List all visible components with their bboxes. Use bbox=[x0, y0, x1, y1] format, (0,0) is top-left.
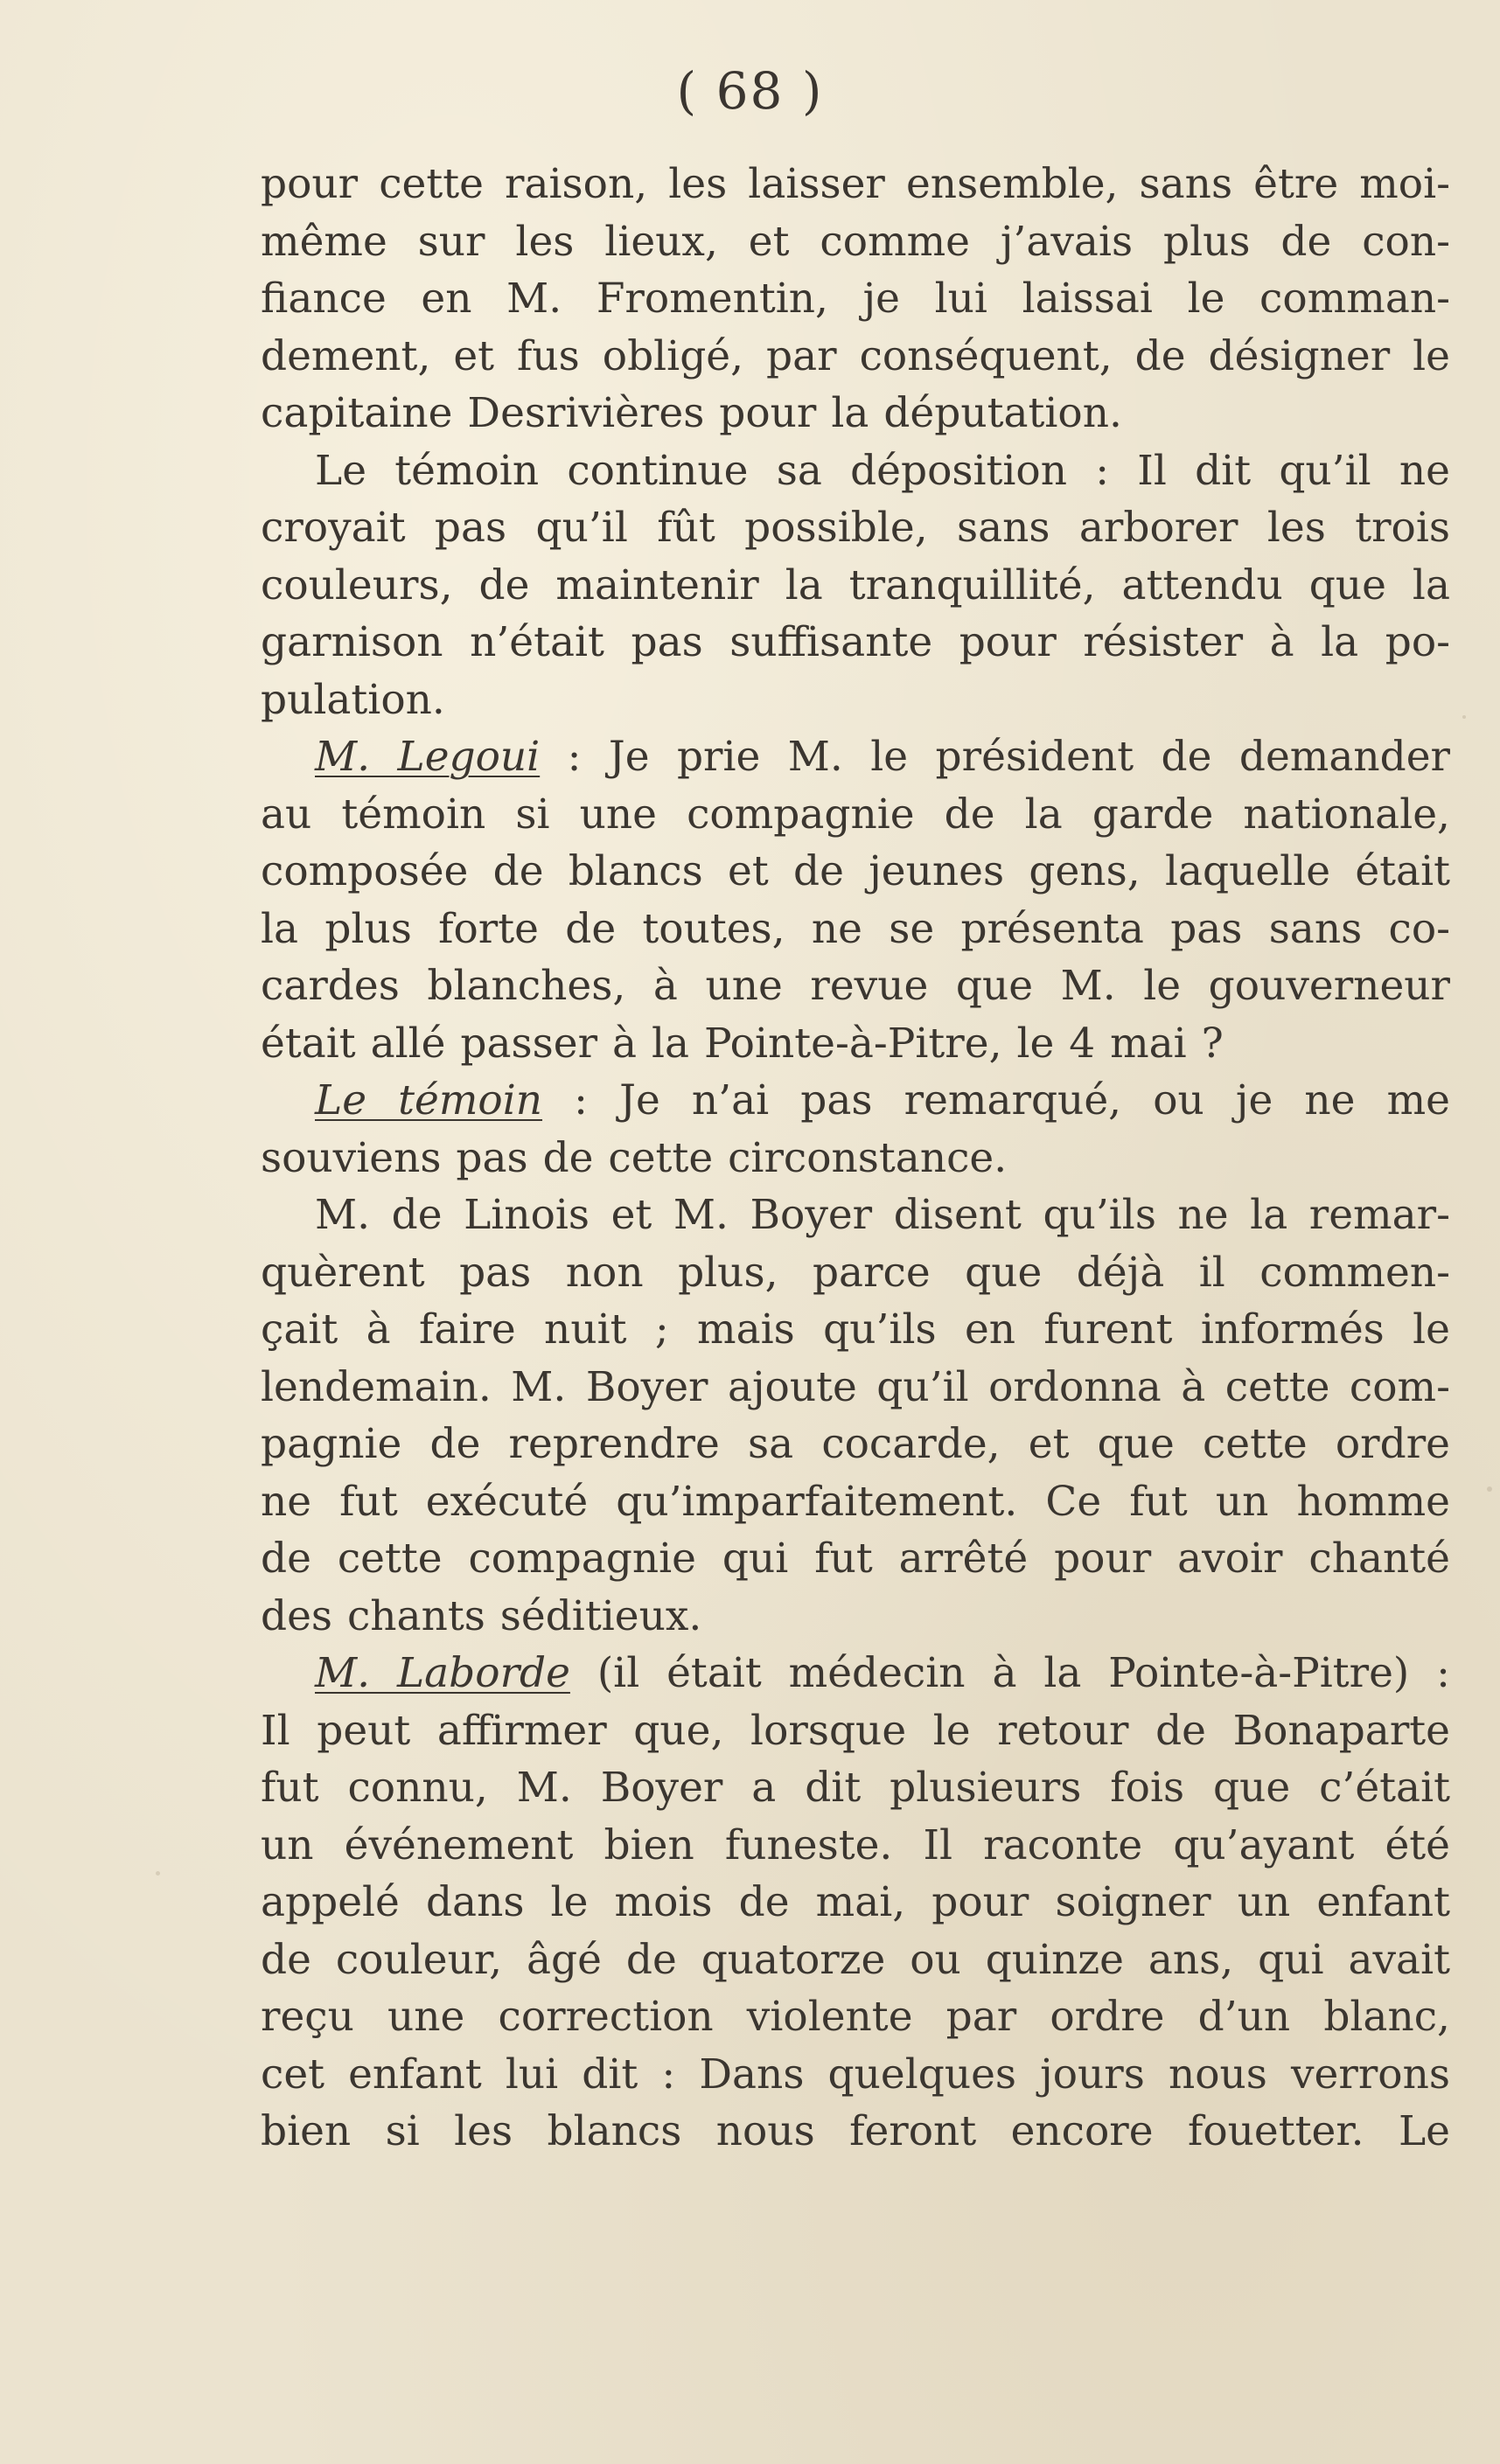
text-line: reçu une correction violente par ordre d’un blanc, bbox=[261, 1993, 1450, 2041]
speaker-name: Le témoin bbox=[315, 1076, 543, 1124]
page-number: ( 68 ) bbox=[676, 61, 824, 121]
text-line: de couleur, âgé de quatorze ou quinze ans, qui avait bbox=[261, 1935, 1450, 1984]
text-line: pour cette raison, les laisser ensemble, sans être moi- bbox=[261, 160, 1450, 208]
text-line: composée de blancs et de jeunes gens, laquelle était bbox=[261, 847, 1450, 895]
text-line: quèrent pas non plus, parce que déjà il commen- bbox=[261, 1248, 1450, 1297]
text-line bbox=[261, 728, 1450, 786]
text-line: pagnie de reprendre sa cocarde, et que cette ordre bbox=[261, 1420, 1450, 1468]
speaker-name: M. Legoui bbox=[315, 733, 541, 781]
text-line: couleurs, de maintenir la tranquillité, attendu que la bbox=[261, 560, 1450, 609]
text-line: dement, et fus obligé, par conséquent, de désigner le bbox=[261, 331, 1450, 380]
text-line: des chants séditieux. bbox=[261, 1591, 702, 1640]
text-line: fut connu, M. Boyer a dit plusieurs fois que c’était bbox=[261, 1764, 1450, 1812]
text-line: pulation. bbox=[261, 675, 445, 724]
text-line: croyait pas qu’il fût possible, sans arborer les trois bbox=[261, 504, 1450, 552]
text-line: de cette compagnie qui fut arrêté pour avoir chanté bbox=[261, 1535, 1450, 1583]
text-line: capitaine Desrivières pour la députation. bbox=[261, 389, 1122, 437]
text-line: bien si les blancs nous feront encore fouetter. Le bbox=[261, 2107, 1450, 2155]
speech-text: : Je prie M. le président de demander bbox=[540, 733, 1450, 781]
text-line: Le témoin continue sa déposition : Il dit qu’il ne bbox=[315, 446, 1450, 495]
text-line: souviens pas de cette circonstance. bbox=[261, 1133, 1008, 1182]
text-line: même sur les lieux, et comme j’avais plus de con- bbox=[261, 217, 1450, 266]
body-text bbox=[261, 156, 1450, 2161]
text-line bbox=[261, 1072, 1450, 1130]
text-line: la plus forte de toutes, ne se présenta pas sans co- bbox=[261, 904, 1450, 953]
text-line: fiance en M. Fromentin, je lui laissai le comman- bbox=[261, 275, 1450, 323]
speech-text: : Je n’ai pas remarqué, ou je ne me bbox=[542, 1076, 1450, 1124]
speaker-name: M. Laborde bbox=[315, 1649, 570, 1697]
speech-text: (il était médecin à la Pointe-à-Pitre) : bbox=[569, 1649, 1450, 1697]
text-line: un événement bien funeste. Il raconte qu’ayant été bbox=[261, 1820, 1450, 1869]
text-line: cardes blanches, à une revue que M. le gouverneur bbox=[261, 962, 1450, 1010]
text-line: appelé dans le mois de mai, pour soigner un enfant bbox=[261, 1878, 1450, 1926]
text-line: çait à faire nuit ; mais qu’ils en furent informés le bbox=[261, 1305, 1450, 1354]
text-line bbox=[261, 1645, 1450, 1702]
text-line: garnison n’était pas suffisante pour résister à la po- bbox=[261, 618, 1450, 666]
paper-spot bbox=[156, 1871, 160, 1876]
paper-spot bbox=[1462, 715, 1466, 719]
text-line: M. de Linois et M. Boyer disent qu’ils ne la remar- bbox=[315, 1191, 1450, 1239]
text-line: cet enfant lui dit : Dans quelques jours nous verrons bbox=[261, 2050, 1450, 2099]
text-line: était allé passer à la Pointe-à-Pitre, le 4 mai ? bbox=[261, 1019, 1224, 1068]
paper-spot bbox=[1487, 1486, 1492, 1492]
text-line: au témoin si une compagnie de la garde nationale, bbox=[261, 790, 1450, 839]
text-line: lendemain. M. Boyer ajoute qu’il ordonna à cette com- bbox=[261, 1362, 1450, 1411]
text-line: Il peut affirmer que, lorsque le retour de Bonaparte bbox=[261, 1706, 1450, 1755]
text-line: ne fut exécuté qu’imparfaitement. Ce fut un homme bbox=[261, 1477, 1450, 1526]
